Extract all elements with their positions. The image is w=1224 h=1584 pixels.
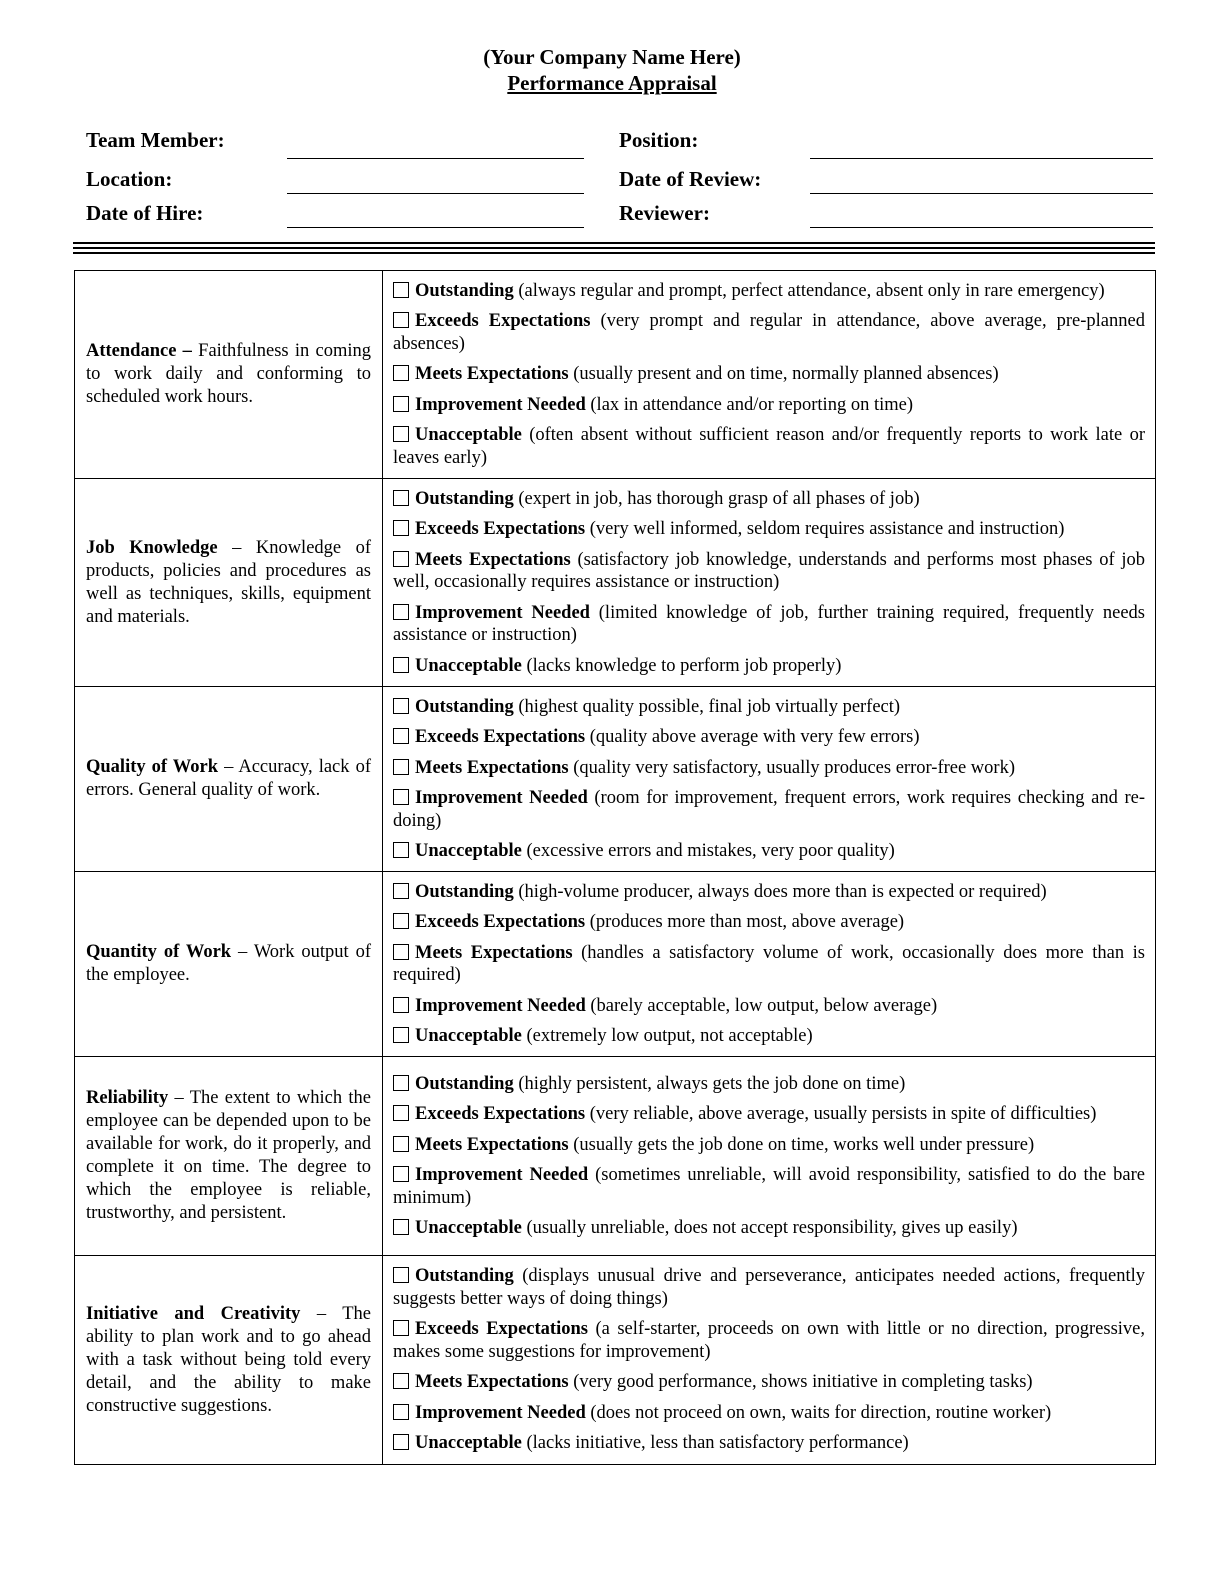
checkbox-icon[interactable] xyxy=(393,789,409,805)
criterion-row xyxy=(75,1057,1156,1256)
checkbox-icon[interactable] xyxy=(393,1136,409,1152)
rating-description: (sometimes unreliable, will avoid responsibility, satisfied to do the bare minimum) xyxy=(393,1165,1145,1208)
rating-label: Outstanding xyxy=(415,881,514,902)
rating-label: Improvement Needed xyxy=(415,995,586,1016)
criterion-description: – Knowledge of products, policies and procedures as well as techniques, skills, equipment and materials. xyxy=(86,537,371,627)
rating-option xyxy=(393,787,1145,832)
position-field[interactable] xyxy=(810,158,1153,159)
rating-description: (quality above average with very few errors) xyxy=(585,727,920,747)
document-title xyxy=(0,44,1224,96)
rating-option xyxy=(393,1103,1145,1126)
rating-options-cell xyxy=(383,271,1156,479)
criterion-description: – Accuracy, lack of errors. General quality of work. xyxy=(86,757,371,800)
checkbox-icon[interactable] xyxy=(393,657,409,673)
checkbox-icon[interactable] xyxy=(393,1105,409,1121)
rating-label: Exceeds Expectations xyxy=(415,727,586,747)
rating-options-cell xyxy=(383,479,1156,687)
rating-option xyxy=(393,518,1145,541)
checkbox-icon[interactable] xyxy=(393,883,409,899)
rating-option xyxy=(393,1432,1145,1455)
checkbox-icon[interactable] xyxy=(393,1373,409,1389)
date-of-review-field[interactable] xyxy=(810,193,1153,194)
rating-label: Improvement Needed xyxy=(415,1165,589,1185)
rating-description: (expert in job, has thorough grasp of all phases of job) xyxy=(513,488,920,509)
criterion-description: – Work output of the employee. xyxy=(86,942,372,985)
checkbox-icon[interactable] xyxy=(393,282,409,298)
rating-description: (usually gets the job done on time, works well under pressure) xyxy=(568,1134,1035,1155)
appraisal-table xyxy=(74,270,1156,1465)
criterion-cell xyxy=(75,872,383,1057)
criterion-row xyxy=(75,479,1156,687)
rating-label: Meets Expectations xyxy=(415,549,571,570)
checkbox-icon[interactable] xyxy=(393,520,409,536)
criterion-row xyxy=(75,872,1156,1057)
rating-label: Outstanding xyxy=(415,488,514,509)
date-of-review-label: Date of Review: xyxy=(619,167,762,191)
company-name: (Your Company Name Here) xyxy=(483,45,741,69)
rating-label: Exceeds Expectations xyxy=(415,912,586,932)
rating-options-cell xyxy=(383,1256,1156,1465)
rating-label: Outstanding xyxy=(415,696,514,717)
checkbox-icon[interactable] xyxy=(393,396,409,412)
rating-description: (very good performance, shows initiative in completing tasks) xyxy=(568,1372,1033,1393)
rating-option xyxy=(393,1025,1145,1048)
checkbox-icon[interactable] xyxy=(393,698,409,714)
checkbox-icon[interactable] xyxy=(393,1075,409,1091)
criterion-cell xyxy=(75,271,383,479)
rating-description: (very reliable, above average, usually persists in spite of difficulties) xyxy=(585,1104,1097,1124)
rating-description: (satisfactory job knowledge, understands and performs most phases of job well, occasionally requires assistance or instruction) xyxy=(393,549,1145,593)
rating-label: Outstanding xyxy=(415,280,514,301)
rating-label: Meets Expectations xyxy=(415,1372,569,1393)
criterion-name: Quantity of Work xyxy=(86,942,232,962)
rating-option xyxy=(393,1265,1145,1310)
criterion-description: – The extent to which the employee can be depended upon to be available for work, do it properly, and complete it on time. The degree to which the employee is reliable, trustworthy, and persistent. xyxy=(86,1088,371,1223)
criterion-cell xyxy=(75,687,383,872)
rating-label: Meets Expectations xyxy=(415,364,569,385)
rating-option xyxy=(393,1164,1145,1209)
checkbox-icon[interactable] xyxy=(393,913,409,929)
rating-description: (handles a satisfactory volume of work, occasionally does more than is required) xyxy=(393,942,1146,985)
rating-option xyxy=(393,1073,1145,1096)
rating-description: (a self-starter, proceeds on own with little or no direction, progressive, makes some suggestions for improvement) xyxy=(393,1319,1145,1362)
checkbox-icon[interactable] xyxy=(393,1267,409,1283)
rating-label: Improvement Needed xyxy=(415,788,588,808)
rating-description: (lacks knowledge to perform job properly) xyxy=(521,655,842,676)
rating-description: (very prompt and regular in attendance, above average, pre-planned absences) xyxy=(393,311,1145,354)
checkbox-icon[interactable] xyxy=(393,490,409,506)
rating-option xyxy=(393,602,1145,647)
checkbox-icon[interactable] xyxy=(393,1166,409,1182)
rating-description: (usually present and on time, normally planned absences) xyxy=(568,364,999,385)
separator-rule xyxy=(73,242,1155,244)
rating-option xyxy=(393,655,1145,678)
criterion-cell xyxy=(75,479,383,687)
team-member-field[interactable] xyxy=(287,158,584,159)
separator-rule xyxy=(73,252,1155,254)
criterion-name: Initiative and Creativity xyxy=(86,1303,301,1324)
checkbox-icon[interactable] xyxy=(393,728,409,744)
rating-option xyxy=(393,310,1145,355)
rating-options-cell xyxy=(383,687,1156,872)
rating-label: Improvement Needed xyxy=(415,394,586,415)
rating-description: (does not proceed on own, waits for direction, routine worker) xyxy=(585,1402,1052,1423)
checkbox-icon[interactable] xyxy=(393,759,409,775)
rating-description: (highest quality possible, final job virtually perfect) xyxy=(513,696,901,717)
rating-description: (produces more than most, above average) xyxy=(585,912,905,932)
rating-label: Unacceptable xyxy=(415,1026,522,1046)
checkbox-icon[interactable] xyxy=(393,1027,409,1043)
rating-description: (quality very satisfactory, usually produces error-free work) xyxy=(568,757,1015,778)
checkbox-icon[interactable] xyxy=(393,842,409,858)
checkbox-icon[interactable] xyxy=(393,365,409,381)
checkbox-icon[interactable] xyxy=(393,944,409,960)
rating-description: (limited knowledge of job, further training required, frequently needs assistance or instruction) xyxy=(393,602,1145,646)
rating-label: Unacceptable xyxy=(415,1433,522,1454)
rating-label: Unacceptable xyxy=(415,655,522,676)
rating-option xyxy=(393,394,1145,417)
rating-option xyxy=(393,424,1145,469)
rating-description: (extremely low output, not acceptable) xyxy=(521,1026,813,1046)
team-member-label: Team Member: xyxy=(86,128,225,152)
rating-description: (excessive errors and mistakes, very poor quality) xyxy=(521,841,895,861)
rating-option xyxy=(393,1402,1145,1425)
rating-option xyxy=(393,911,1145,934)
form-title: Performance Appraisal xyxy=(507,71,717,95)
criterion-name: Quality of Work xyxy=(86,757,219,777)
criterion-description: Faithfulness in coming to work daily and conforming to scheduled work hours. xyxy=(86,341,371,407)
criterion-description: – The ability to plan work and to go ahead with a task without being told every detail, and the ability to make constructive suggestions. xyxy=(86,1303,371,1416)
criterion-row xyxy=(75,1256,1156,1465)
rating-option xyxy=(393,280,1145,303)
checkbox-icon[interactable] xyxy=(393,604,409,620)
rating-label: Exceeds Expectations xyxy=(415,519,586,540)
rating-options-cell xyxy=(383,1057,1156,1256)
rating-option xyxy=(393,1217,1145,1240)
checkbox-icon[interactable] xyxy=(393,551,409,567)
rating-label: Unacceptable xyxy=(415,841,522,861)
rating-label: Improvement Needed xyxy=(415,1402,586,1423)
rating-option xyxy=(393,881,1145,904)
reviewer-field[interactable] xyxy=(810,227,1153,228)
checkbox-icon[interactable] xyxy=(393,312,409,328)
rating-label: Unacceptable xyxy=(415,1218,522,1238)
rating-label: Exceeds Expectations xyxy=(415,311,591,332)
rating-description: (highly persistent, always gets the job done on time) xyxy=(513,1073,906,1094)
rating-label: Meets Expectations xyxy=(415,757,569,778)
criterion-name: Job Knowledge xyxy=(86,537,218,558)
rating-description: (room for improvement, frequent errors, work requires checking and re-doing) xyxy=(393,788,1145,831)
rating-label: Improvement Needed xyxy=(415,602,590,623)
position-label: Position: xyxy=(619,128,699,152)
rating-label: Meets Expectations xyxy=(415,1134,569,1155)
criterion-row xyxy=(75,687,1156,872)
rating-option xyxy=(393,488,1145,511)
rating-option xyxy=(393,549,1145,594)
checkbox-icon[interactable] xyxy=(393,1219,409,1235)
rating-option xyxy=(393,363,1145,386)
criterion-cell xyxy=(75,1057,383,1256)
rating-option xyxy=(393,840,1145,863)
checkbox-icon[interactable] xyxy=(393,1404,409,1420)
rating-option xyxy=(393,1134,1145,1157)
rating-description: (barely acceptable, low output, below average) xyxy=(585,995,938,1016)
rating-label: Outstanding xyxy=(415,1073,514,1094)
rating-description: (very well informed, seldom requires assistance and instruction) xyxy=(585,519,1065,540)
checkbox-icon[interactable] xyxy=(393,997,409,1013)
criterion-row xyxy=(75,271,1156,479)
rating-description: (lax in attendance and/or reporting on time) xyxy=(585,394,913,415)
rating-description: (displays unusual drive and perseverance, anticipates needed actions, frequently suggests better ways of doing things) xyxy=(393,1266,1145,1309)
checkbox-icon[interactable] xyxy=(393,1320,409,1336)
rating-description: (usually unreliable, does not accept responsibility, gives up easily) xyxy=(521,1218,1018,1238)
criterion-cell xyxy=(75,1256,383,1465)
separator-rule xyxy=(73,247,1155,249)
rating-options-cell xyxy=(383,872,1156,1057)
rating-label: Outstanding xyxy=(415,1266,514,1287)
rating-option xyxy=(393,1318,1145,1363)
rating-label: Exceeds Expectations xyxy=(415,1319,588,1340)
rating-description: (lacks initiative, less than satisfactory performance) xyxy=(521,1433,909,1454)
location-field[interactable] xyxy=(287,193,584,194)
rating-label: Unacceptable xyxy=(415,425,522,446)
date-of-hire-label: Date of Hire: xyxy=(86,201,204,225)
rating-label: Exceeds Expectations xyxy=(415,1104,586,1124)
criterion-name: Attendance – xyxy=(86,341,192,361)
date-of-hire-field[interactable] xyxy=(287,227,584,228)
location-label: Location: xyxy=(86,167,173,191)
rating-description: (always regular and prompt, perfect attendance, absent only in rare emergency) xyxy=(513,280,1105,301)
criterion-name: Reliability xyxy=(86,1088,169,1108)
rating-option xyxy=(393,726,1145,749)
rating-description: (high-volume producer, always does more than is expected or required) xyxy=(513,881,1047,902)
rating-option xyxy=(393,995,1145,1018)
rating-option xyxy=(393,942,1145,987)
rating-option xyxy=(393,696,1145,719)
rating-label: Meets Expectations xyxy=(415,942,573,963)
rating-option xyxy=(393,1371,1145,1394)
rating-option xyxy=(393,757,1145,780)
reviewer-label: Reviewer: xyxy=(619,201,710,225)
rating-description: (often absent without sufficient reason and/or frequently reports to work late or leaves early) xyxy=(393,425,1145,468)
checkbox-icon[interactable] xyxy=(393,1434,409,1450)
checkbox-icon[interactable] xyxy=(393,426,409,442)
